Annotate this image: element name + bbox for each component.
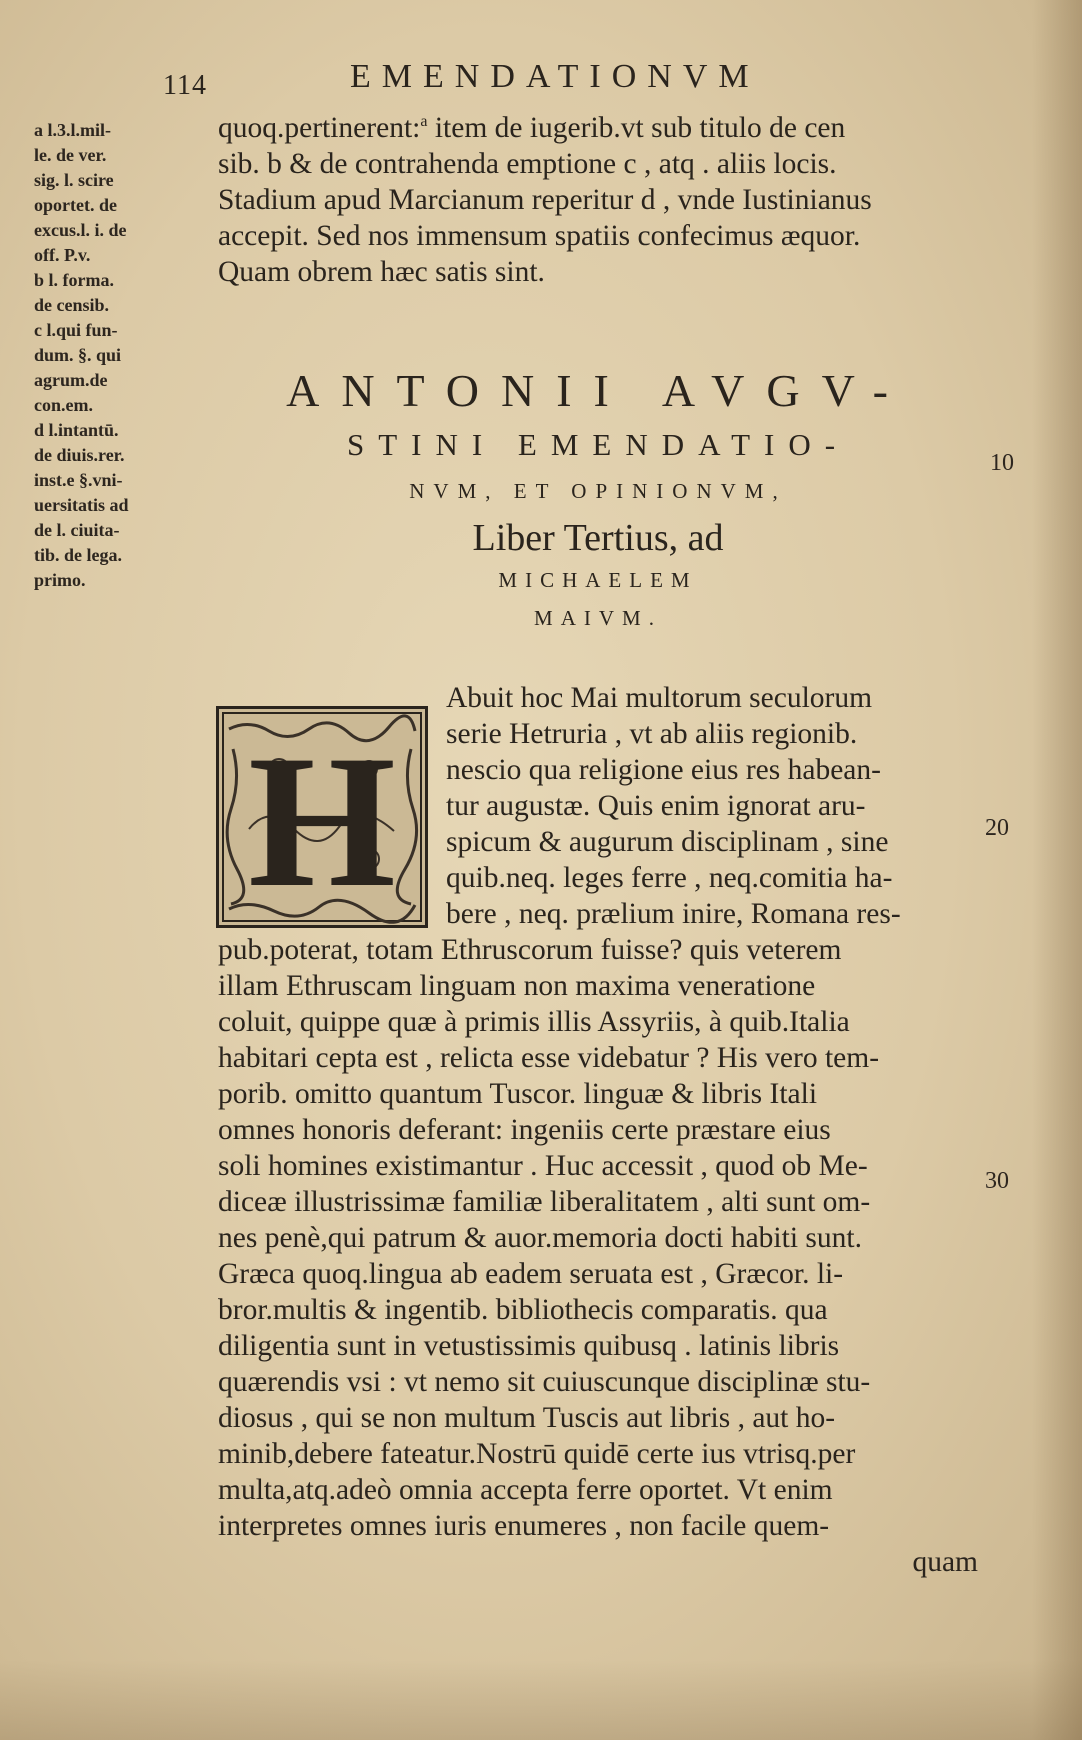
text-line: accepit. Sed nos immensum spatiis confecimus æquor. bbox=[218, 220, 861, 252]
text-line: minib,debere fateatur.Nostrū quidē certe ius vtrisq.per bbox=[218, 1438, 856, 1470]
text-line: Quam obrem hæc satis sint. bbox=[218, 256, 545, 288]
text-line: diosus , qui se non multum Tuscis aut libris , aut ho- bbox=[218, 1402, 836, 1434]
text-line: bror.multis & ingentib. bibliothecis comparatis. qua bbox=[218, 1294, 828, 1326]
text-line: coluit, quippe quæ à primis illis Assyriis, à quib.Italia bbox=[218, 1006, 850, 1038]
text-line: multa,atq.adeò omnia accepta ferre oportet. Vt enim bbox=[218, 1474, 833, 1506]
marginal-note-line: sig. l. scire bbox=[34, 170, 114, 190]
catchword: quam bbox=[912, 1546, 978, 1578]
text-line: quærendis vsi : vt nemo sit cuiuscunque disciplinæ stu- bbox=[218, 1366, 871, 1398]
marginal-note-line: de diuis.rer. bbox=[34, 445, 125, 465]
marginal-note-line: tib. de lega. bbox=[34, 545, 122, 565]
line-number-20: 20 bbox=[985, 815, 1009, 841]
text-line: nes penè,qui patrum & auor.memoria docti habiti sunt. bbox=[218, 1222, 862, 1254]
page-edge-shadow bbox=[1032, 0, 1082, 1740]
marginal-note-line: d l.intantū. bbox=[34, 420, 119, 440]
marginal-note-line: excus.l. i. de bbox=[34, 220, 127, 240]
marginal-note-line: inst.e §.vni- bbox=[34, 470, 123, 490]
text-line: Abuit hoc Mai multorum seculorum bbox=[446, 682, 873, 714]
top-paragraph bbox=[218, 110, 978, 290]
text-line: bere , neq. prælium inire, Romana res- bbox=[446, 898, 901, 930]
text-line: diligentia sunt in vetustissimis quibusq . latinis libris bbox=[218, 1330, 840, 1362]
marginal-note-line: de l. ciuita- bbox=[34, 520, 120, 540]
text-line: tur augustæ. Quis enim ignorat aru- bbox=[446, 790, 866, 822]
text-line: illam Ethruscam linguam non maxima veneratione bbox=[218, 970, 816, 1002]
marginal-note-line: dum. §. qui bbox=[34, 345, 122, 365]
marginal-note-line: con.em. bbox=[34, 395, 93, 415]
title-line: STINI EMENDATIO- bbox=[346, 427, 850, 462]
book-title bbox=[218, 365, 978, 637]
line-number-30: 30 bbox=[985, 1168, 1009, 1194]
page-number: 114 bbox=[163, 70, 207, 101]
text-line: porib. omitto quantum Tuscor. linguæ & libris Itali bbox=[218, 1078, 818, 1110]
text-line: habitari cepta est , relicta esse videbatur ? His vero tem- bbox=[218, 1042, 880, 1074]
text-line: quib.neq. leges ferre , neq.comitia ha- bbox=[446, 862, 893, 894]
text-line: omnes honoris deferant: ingeniis certe præstare eius bbox=[218, 1114, 831, 1146]
footnote-marker: a bbox=[420, 113, 428, 131]
marginal-note-line: a l.3.l.mil- bbox=[34, 120, 111, 140]
marginal-note-line: le. de ver. bbox=[34, 145, 107, 165]
body-paragraph bbox=[218, 680, 978, 1580]
marginal-note-line: de censib. bbox=[34, 295, 110, 315]
title-line: ANTONII AVGV- bbox=[286, 365, 910, 416]
title-line: Liber Tertius, ad bbox=[472, 517, 724, 559]
text-line: interpretes omnes iuris enumeres , non facile quem- bbox=[218, 1510, 830, 1542]
text-line: Stadium apud Marcianum reperitur d , vnde Iustinianus bbox=[218, 184, 872, 216]
text-line: sib. b & de contrahenda emptione c , atq . aliis locis. bbox=[218, 148, 837, 180]
text-line: serie Hetruria , vt ab aliis regionib. bbox=[446, 718, 858, 750]
line-number-10: 10 bbox=[990, 450, 1014, 476]
text-line: Græca quoq.lingua ab eadem seruata est , Græcor. li- bbox=[218, 1258, 844, 1290]
marginal-note-line: primo. bbox=[34, 570, 86, 590]
initial-letter: H bbox=[248, 717, 396, 925]
text-fragment: item de iugerib.vt sub titulo de cen bbox=[427, 112, 846, 144]
title-line: MAIVM. bbox=[534, 606, 662, 630]
text-line: spicum & augurum disciplinam , sine bbox=[446, 826, 889, 858]
text-line: diceæ illustrissimæ familiæ liberalitatem , alti sunt om- bbox=[218, 1186, 871, 1218]
marginal-note-line: b l. forma. bbox=[34, 270, 114, 290]
marginal-note-line: agrum.de bbox=[34, 370, 108, 390]
marginal-note-line: c l.qui fun- bbox=[34, 320, 118, 340]
page-bottom-shadow bbox=[0, 1660, 1082, 1740]
marginal-note-line: oportet. de bbox=[34, 195, 117, 215]
title-line: NVM, ET OPINIONVM, bbox=[409, 479, 787, 503]
running-head: EMENDATIONVM bbox=[350, 58, 760, 95]
text-line bbox=[218, 110, 978, 146]
text-fragment: quoq.pertinerent: bbox=[218, 112, 421, 144]
marginal-notes bbox=[34, 118, 184, 593]
text-line: nescio qua religione eius res habean- bbox=[446, 754, 881, 786]
title-line: MICHAELEM bbox=[498, 568, 698, 592]
text-line: pub.poterat, totam Ethruscorum fuisse? quis veterem bbox=[218, 934, 842, 966]
marginal-note-line: uersitatis ad bbox=[34, 495, 129, 515]
text-line: soli homines existimantur . Huc accessit , quod ob Me- bbox=[218, 1150, 868, 1182]
marginal-note-line: off. P.v. bbox=[34, 245, 91, 265]
